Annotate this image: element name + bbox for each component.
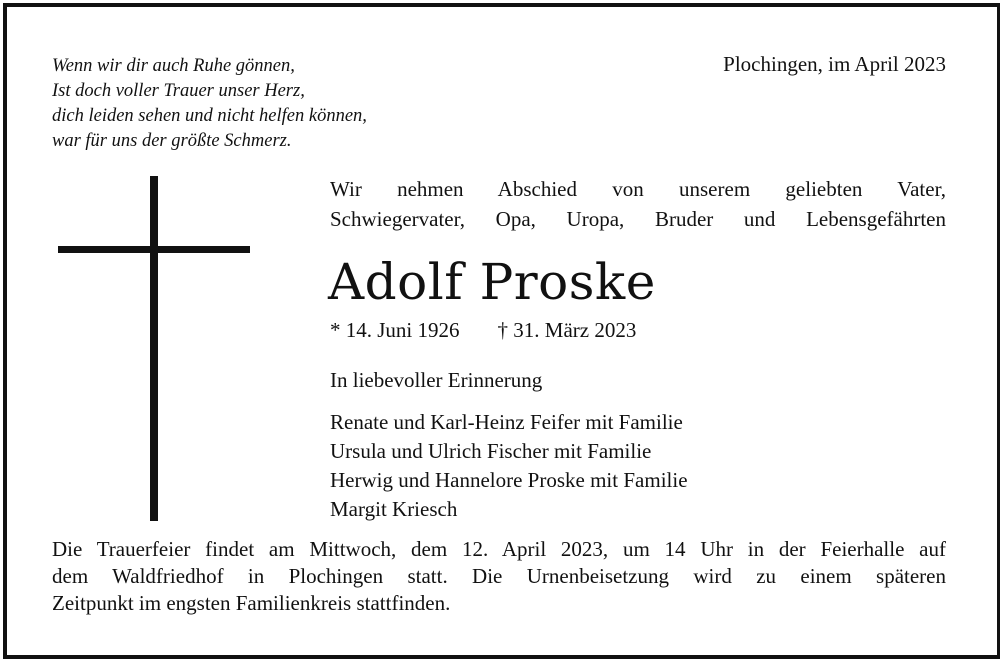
poem-line: dich leiden sehen und nicht helfen können, bbox=[52, 106, 367, 126]
remembrance-line: In liebevoller Erinnerung bbox=[330, 368, 543, 392]
memorial-poem bbox=[52, 54, 472, 154]
poem-line: war für uns der größte Schmerz. bbox=[52, 131, 292, 151]
cross-horizontal-bar bbox=[58, 246, 250, 253]
funeral-announcement bbox=[52, 536, 946, 617]
family-member: Herwig und Hannelore Proske mit Familie bbox=[330, 468, 688, 492]
place-and-date: Plochingen, im April 2023 bbox=[723, 52, 946, 76]
funeral-line: Zeitpunkt im engsten Familienkreis stattfinden. bbox=[52, 591, 451, 615]
life-dates bbox=[330, 316, 636, 344]
family-member: Margit Kriesch bbox=[330, 497, 458, 521]
family-member: Renate und Karl-Heinz Feifer mit Familie bbox=[330, 410, 683, 434]
cross-vertical-bar bbox=[150, 176, 158, 521]
funeral-line: dem Waldfriedhof in Plochingen statt. Die Urnenbeisetzung wird zu einem späteren bbox=[52, 564, 946, 588]
farewell-intro bbox=[330, 174, 946, 234]
poem-line: Ist doch voller Trauer unser Herz, bbox=[52, 81, 305, 101]
deceased-name: Adolf Proske bbox=[328, 253, 656, 311]
family-member: Ursula und Ulrich Fischer mit Familie bbox=[330, 439, 652, 463]
intro-line: Wir nehmen Abschied von unserem geliebten Vater, bbox=[330, 177, 946, 201]
funeral-line: Die Trauerfeier findet am Mittwoch, dem 12. April 2023, um 14 Uhr in der Feierhalle auf bbox=[52, 537, 946, 561]
family-list bbox=[330, 408, 688, 524]
poem-line: Wenn wir dir auch Ruhe gönnen, bbox=[52, 56, 295, 76]
birth-date: * 14. Juni 1926 bbox=[330, 318, 460, 342]
death-date: † 31. März 2023 bbox=[497, 318, 637, 342]
intro-line: Schwiegervater, Opa, Uropa, Bruder und Lebensgefährten bbox=[330, 207, 946, 231]
